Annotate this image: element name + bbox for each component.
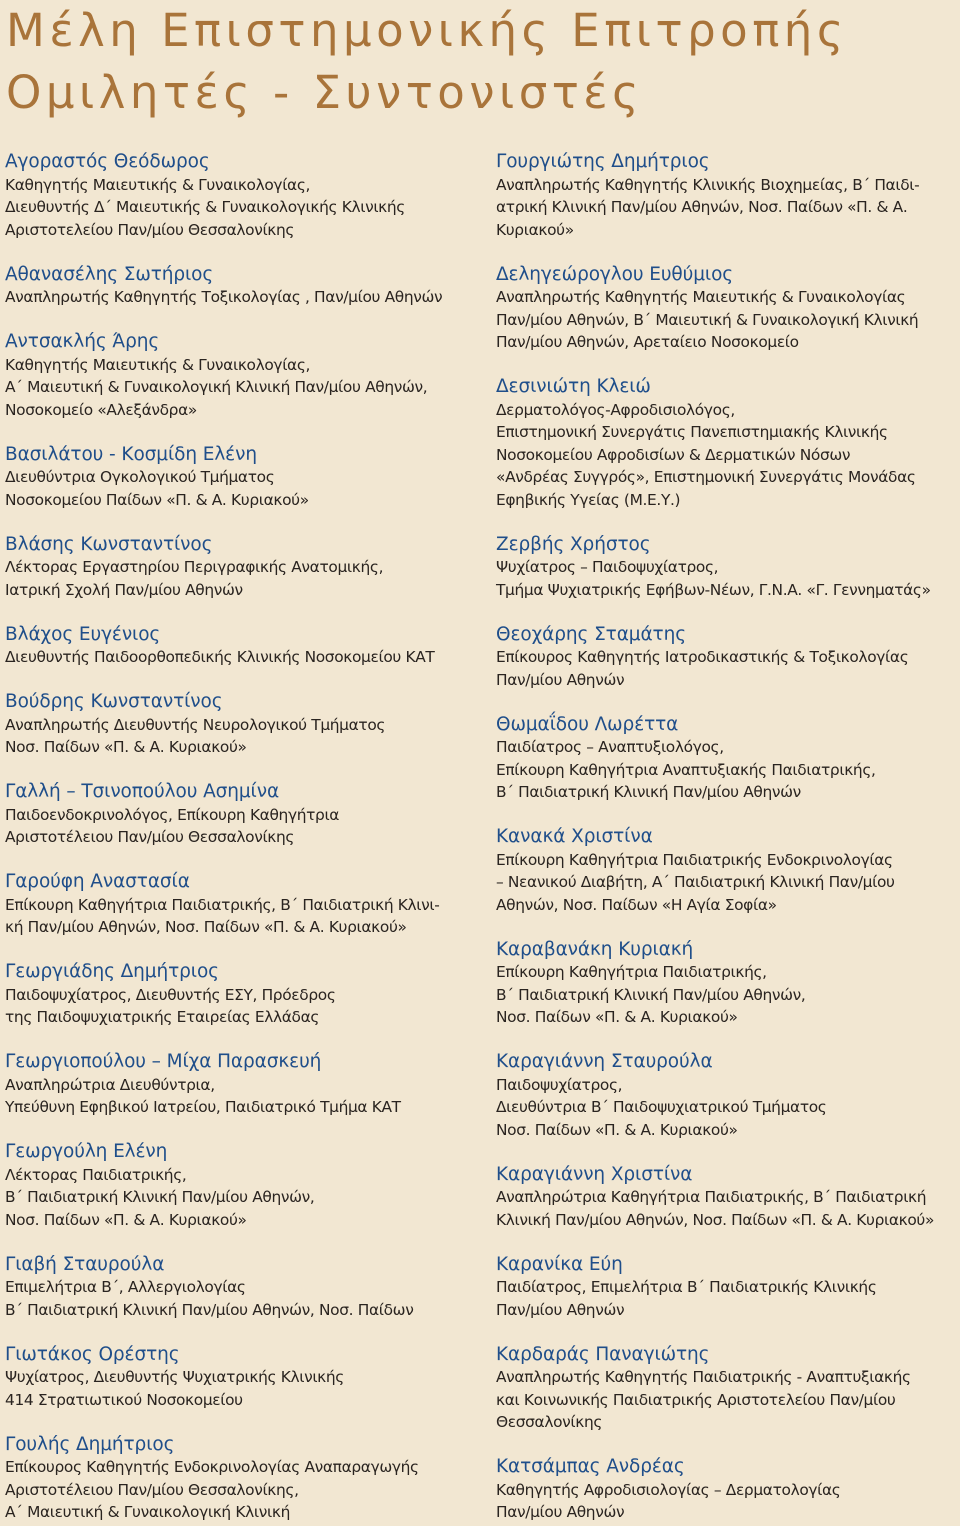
member-affiliation-line: Αριστοτέλειου Παν/μίου Θεσσαλονίκης [5,828,295,846]
member-entry [5,961,465,1029]
member-entry [496,151,958,241]
member-name: Δεληγεώρογλου Ευθύμιος [496,263,734,285]
member-affiliation-line: Καθηγητής Μαιευτικής & Γυναικολογίας, [5,175,311,194]
member-name: Καραγιάννη Σταυρούλα [496,1051,713,1072]
member-name: Θεοχάρης Σταμάτης [496,623,686,645]
member-affiliation-line: Θεσσαλονίκης [496,1413,603,1431]
member-name: Γιαβή Σταυρούλα [5,1253,165,1275]
member-name: Γιωτάκος Ορέστης [5,1343,180,1365]
member-affiliation-line: 414 Στρατιωτικού Νοσοκομείου [5,1390,243,1409]
member-affiliation-line: Παιδίατρος, Επιμελήτρια Β΄ Παιδιατρικής Κλινικής [496,1278,877,1296]
member-entry [5,331,465,421]
page-subtitle: Ομιλητές - Συντονιστές [6,66,644,119]
member-name: Καραβανάκη Κυριακή [496,938,694,960]
member-affiliation-line: Αριστοτέλειου Παν/μίου Θεσσαλονίκης, [5,1480,299,1499]
member-name: Βλάσης Κωνσταντίνος [5,533,213,555]
member-affiliation-line: Αναπληρώτρια Διευθύντρια, [5,1075,215,1094]
member-name: Βλάχος Ευγένιος [5,623,161,645]
member-affiliation-line: και Κοινωνικής Παιδιατρικής Αριστοτελείου Παν/μίου [496,1390,896,1409]
member-name: Δεσινιώτη Κλειώ [496,376,651,397]
member-affiliation-line: Αναπληρώτρια Καθηγήτρια Παιδιατρικής, Β΄ Παιδιατρική [496,1188,927,1206]
member-name: Γαλλή – Τσινοπούλου Ασημίνα [5,781,280,802]
member-affiliation-line: Ψυχίατρος, Διευθυντής Ψυχιατρικής Κλινικής [5,1368,344,1386]
member-name: Γεωργιοπούλου – Μίχα Παρασκευή [5,1051,322,1072]
member-affiliation-line: Ιατρική Σχολή Παν/μίου Αθηνών [5,580,243,599]
member-affiliation-line: Διευθυντής Παιδοορθοπεδικής Κλινικής Νοσοκομείου ΚΑΤ [5,648,435,666]
member-entry [5,264,465,309]
member-entry [496,534,958,602]
member-affiliation-line: Επίκουρη Καθηγήτρια Αναπτυξιακής Παιδιατρικής, [496,760,876,779]
member-affiliation-line: Α΄ Μαιευτική & Γυναικολογική Κλινική [5,1503,290,1521]
member-name: Ζερβής Χρήστος [496,533,651,555]
member-affiliation-line: Διευθύντρια Ογκολογικού Τμήματος [5,468,275,486]
member-affiliation-line: Επίκουρη Καθηγήτρια Παιδιατρικής, Β΄ Παιδιατρική Κλινι- [5,895,440,914]
member-affiliation-line: Νοσ. Παίδων «Π. & Α. Κυριακού» [5,738,247,756]
member-entry [496,1456,958,1524]
member-affiliation-line: Επίκουρη Καθηγήτρια Παιδιατρικής Ενδοκρινολογίας [496,850,893,869]
member-affiliation-line: Επιστημονική Συνεργάτις Πανεπιστημιακής Κλινικής [496,423,888,441]
member-affiliation-line: της Παιδοψυχιατρικής Εταιρείας Ελλάδας [5,1008,320,1026]
member-affiliation-line: Νοσοκομείου Αφροδισίων & Δερματικών Νόσων [496,445,851,464]
member-name: Γουργιώτης Δημήτριος [496,151,710,172]
member-name: Γεωργούλη Ελένη [5,1141,168,1162]
member-name: Θωμαΐδου Λωρέττα [496,713,679,735]
right-member-column [496,151,958,1524]
member-affiliation-line: Δερματολόγος-Αφροδισιολόγος, [496,400,735,419]
member-name: Κατσάμπας Ανδρέας [496,1456,685,1477]
member-entry [496,939,958,1029]
member-name: Γαρούφη Αναστασία [5,871,190,892]
member-affiliation-line: Παν/μίου Αθηνών [496,670,625,689]
member-affiliation-line: Παιδοψυχίατρος, [496,1075,623,1094]
member-entry [5,151,465,241]
member-affiliation-line: Νοσ. Παίδων «Π. & Α. Κυριακού» [5,1210,247,1229]
member-entry [5,871,465,939]
member-affiliation-line: Β΄ Παιδιατρική Κλινική Παν/μίου Αθηνών, [496,985,806,1004]
member-entry [496,714,958,804]
member-affiliation-line: Λέκτορας Παιδιατρικής, [5,1165,187,1184]
member-affiliation-line: Καθηγητής Μαιευτικής & Γυναικολογίας, [5,355,311,374]
member-affiliation-line: Νοσοκομείο «Αλεξάνδρα» [5,400,197,419]
member-affiliation-line: Λέκτορας Εργαστηρίου Περιγραφικής Ανατομικής, [5,558,384,576]
member-entry [496,1164,958,1232]
member-entry [5,781,465,849]
member-entry [5,444,465,512]
member-affiliation-line: Παν/μίου Αθηνών, Αρεταίειο Νοσοκομείο [496,333,799,351]
member-affiliation-line: Νοσοκομείου Παίδων «Π. & Α. Κυριακού» [5,490,309,509]
member-affiliation-line: κή Παν/μίου Αθηνών, Νοσ. Παίδων «Π. & Α. Κυριακού» [5,918,407,936]
member-affiliation-line: Διευθυντής Δ΄ Μαιευτικής & Γυναικολογικής Κλινικής [5,198,405,216]
page-header [6,0,956,124]
member-name: Αθανασέλης Σωτήριος [5,263,214,285]
member-affiliation-line: Παιδοενδοκρινολόγος, Επίκουρη Καθηγήτρια [5,805,340,824]
member-name: Βούδρης Κωνσταντίνος [5,691,223,712]
member-affiliation-line: Παιδίατρος – Αναπτυξιολόγος, [496,738,724,756]
member-affiliation-line: Αναπληρωτής Καθηγητής Μαιευτικής & Γυναικολογίας [496,288,906,306]
member-name: Καραγιάννη Χριστίνα [496,1163,693,1185]
member-affiliation-line: Αναπληρωτής Καθηγητής Τοξικολογίας , Παν/μίου Αθηνών [5,288,443,306]
member-name: Αντσακλής Άρης [5,331,160,352]
member-entry [496,826,958,916]
member-entry [5,624,465,669]
member-affiliation-line: Κλινική Παν/μίου Αθηνών, Νοσ. Παίδων «Π. & Α. Κυριακού» [496,1210,935,1229]
member-name: Καρδαράς Παναγιώτης [496,1343,710,1365]
left-member-column [5,151,465,1524]
member-name: Βασιλάτου - Κοσμίδη Ελένη [5,443,257,465]
member-affiliation-line: Ψυχίατρος – Παιδοψυχίατρος, [496,558,719,576]
member-affiliation-line: Επίκουρη Καθηγήτρια Παιδιατρικής, [496,963,767,981]
member-name: Κανακά Χριστίνα [496,826,653,847]
member-entry [5,1051,465,1119]
member-affiliation-line: Αναπληρωτής Καθηγητής Κλινικής Βιοχημείας, Β΄ Παιδι- [496,175,920,194]
member-entry [496,376,958,511]
member-affiliation-line: Παν/μίου Αθηνών [496,1300,625,1319]
member-affiliation-line: Β΄ Παιδιατρική Κλινική Παν/μίου Αθηνών, [5,1188,315,1206]
member-affiliation-line: – Νεανικού Διαβήτη, Α΄ Παιδιατρική Κλινική Παν/μίου [496,873,895,891]
member-affiliation-line: Υπεύθυνη Εφηβικού Ιατρείου, Παιδιατρικό Τμήμα ΚΑΤ [5,1098,401,1116]
member-affiliation-line: Αναπληρωτής Καθηγητής Παιδιατρικής - Αναπτυξιακής [496,1368,911,1386]
member-affiliation-line: Νοσ. Παίδων «Π. & Α. Κυριακού» [496,1008,738,1026]
member-entry [5,1344,465,1412]
member-name: Καρανίκα Εύη [496,1253,623,1275]
member-affiliation-line: Τμήμα Ψυχιατρικής Εφήβων-Νέων, Γ.Ν.Α. «Γ. Γεννηματάς» [496,580,931,599]
member-affiliation-line: Παν/μίου Αθηνών, Β΄ Μαιευτική & Γυναικολογική Κλινική [496,310,919,329]
member-entry [496,264,958,354]
member-name: Γουλής Δημήτριος [5,1433,175,1455]
member-entry [496,1254,958,1322]
member-affiliation-line: Παιδοψυχίατρος, Διευθυντής ΕΣΥ, Πρόεδρος [5,985,336,1004]
member-entry [496,1051,958,1141]
member-affiliation-line: Β΄ Παιδιατρική Κλινική Παν/μίου Αθηνών, Νοσ. Παίδων [5,1300,414,1319]
member-affiliation-line: «Ανδρέας Συγγρός», Επιστημονική Συνεργάτις Μονάδας [496,468,916,486]
member-affiliation-line: Επιμελήτρια Β΄, Αλλεργιολογίας [5,1278,246,1296]
member-affiliation-line: Διευθύντρια Β΄ Παιδοψυχιατρικού Τμήματος [496,1098,827,1116]
page-title: Μέλη Επιστημονικής Επιτροπής [6,4,848,57]
member-affiliation-line: ατρική Κλινική Παν/μίου Αθηνών, Νοσ. Παίδων «Π. & Α. [496,198,908,216]
member-affiliation-line: Αθηνών, Νοσ. Παίδων «Η Αγία Σοφία» [496,895,777,914]
member-affiliation-line: Β΄ Παιδιατρική Κλινική Παν/μίου Αθηνών [496,783,801,801]
member-affiliation-line: Νοσ. Παίδων «Π. & Α. Κυριακού» [496,1120,738,1139]
member-affiliation-line: Α΄ Μαιευτική & Γυναικολογική Κλινική Παν/μίου Αθηνών, [5,378,428,396]
member-name: Αγοραστός Θεόδωρος [5,151,210,172]
member-entry [5,1254,465,1322]
member-entry [496,624,958,692]
member-affiliation-line: Αναπληρωτής Διευθυντής Νευρολογικού Τμήματος [5,715,386,734]
member-entry [5,1434,465,1524]
member-affiliation-line: Αριστοτελείου Παν/μίου Θεσσαλονίκης [5,220,295,239]
member-affiliation-line: Επίκουρος Καθηγητής Ενδοκρινολογίας Αναπαραγωγής [5,1458,419,1476]
member-entry [5,691,465,759]
member-entry [496,1344,958,1434]
member-affiliation-line: Κυριακού» [496,220,574,239]
member-name: Γεωργιάδης Δημήτριος [5,961,219,982]
member-entry [5,534,465,602]
member-affiliation-line: Παν/μίου Αθηνών [496,1503,625,1521]
member-affiliation-line: Επίκουρος Καθηγητής Ιατροδικαστικής & Τοξικολογίας [496,648,909,666]
member-affiliation-line: Καθηγητής Αφροδισιολογίας – Δερματολογίας [496,1480,841,1499]
member-entry [5,1141,465,1231]
member-affiliation-line: Εφηβικής Υγείας (Μ.Ε.Υ.) [496,490,681,509]
